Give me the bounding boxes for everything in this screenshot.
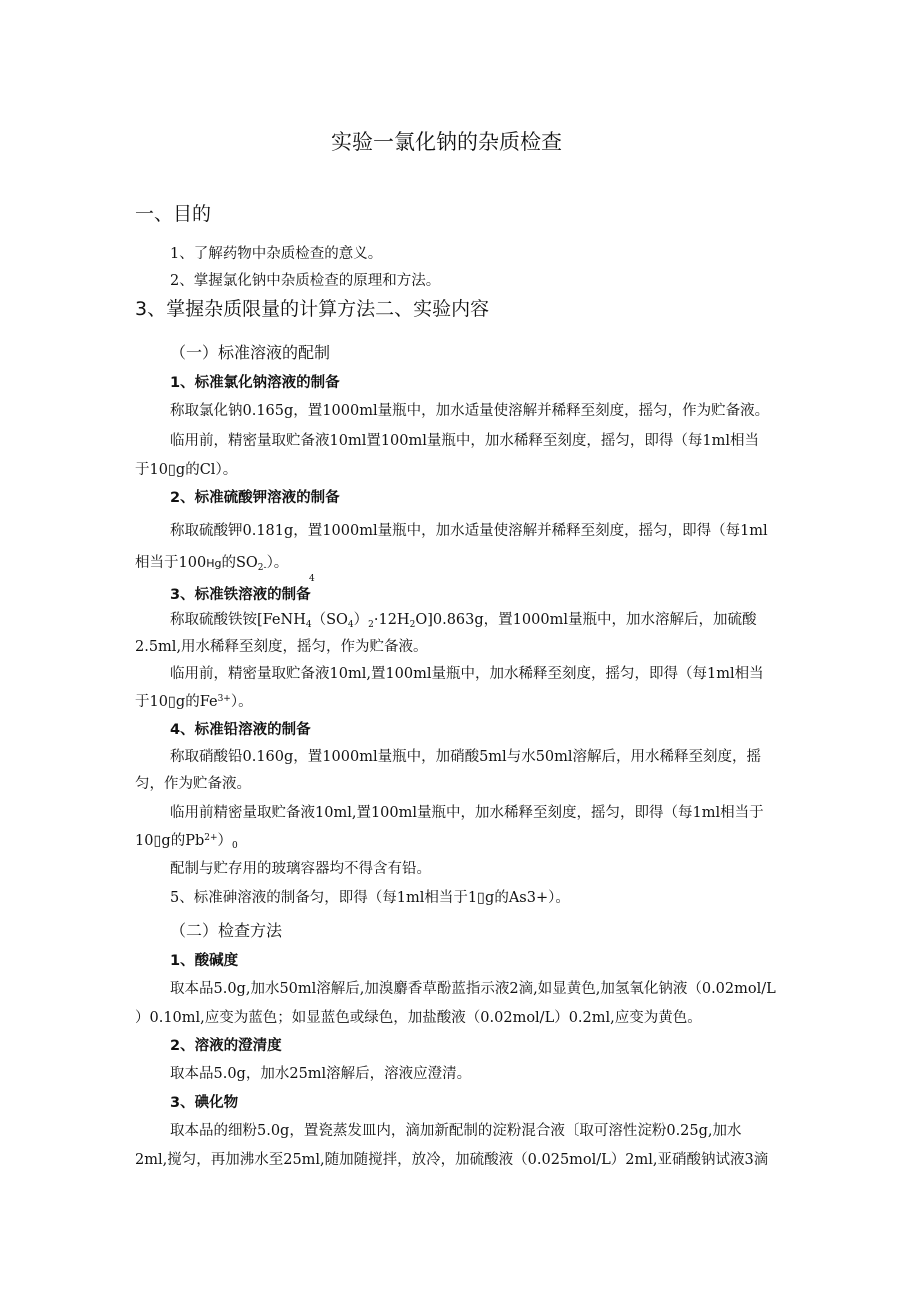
step-heading-k2so4: 2、标准硫酸钾溶液的制备	[170, 490, 340, 506]
step-heading-iron: 3、标准铁溶液的制备	[170, 587, 311, 603]
paragraph-line: ）0.10ml,应变为蓝色；如显蓝色或绿色，加盐酸液（0.02mol/L）0.2ml,应变为黄色。	[135, 1010, 702, 1026]
text-run: （SO	[311, 612, 348, 628]
paragraph-line: 2ml,搅匀，再加沸水至25ml,随加随搅拌，放冷，加硫酸液（0.025mol/L）2ml,亚硝酸钠试液3滴	[135, 1152, 769, 1168]
step-line-arsenic: 5、标准砷溶液的制备匀，即得（每1ml相当于1▯g的As3+）。	[170, 890, 570, 906]
paragraph-line	[135, 692, 253, 712]
paragraph-line: 临用前，精密量取贮备液10ml置100ml量瓶中，加水稀释至刻度，摇匀，即得（每1ml相当	[170, 433, 760, 449]
page-title: 实验一氯化钠的杂质检查	[331, 130, 562, 154]
subscript: 2	[409, 620, 416, 630]
text-run: 于10▯g的Fe	[135, 694, 218, 710]
subscript: 0	[232, 841, 238, 851]
paragraph-line: 称取氯化钠0.165g，置1000ml量瓶中，加水适量使溶解并稀释至刻度，摇匀，作为贮备液。	[170, 403, 770, 419]
purpose-item-2: 2、掌握氯化钠中杂质检查的原理和方法。	[170, 273, 441, 289]
paragraph-line: 称取硫酸钾0.181g，置1000ml量瓶中，加水适量使溶解并稀释至刻度，摇匀，即得（每1ml	[170, 523, 768, 539]
text-run: ）	[217, 833, 233, 849]
step-heading-acidity: 1、酸碱度	[170, 953, 239, 969]
paragraph-line: 于10▯g的Cl）。	[135, 462, 238, 478]
paragraph-line: 匀，作为贮备液。	[135, 776, 251, 792]
text-run: ）	[353, 612, 369, 628]
text-run: ）。	[230, 694, 253, 710]
text-run: 10▯g的Pb	[135, 833, 205, 849]
section-heading-purpose: 一、目的	[135, 203, 212, 225]
paragraph-line: 临用前精密量取贮备液10ml,置100ml量瓶中，加水稀释至刻度，摇匀，即得（每1ml相当于	[170, 805, 764, 821]
paragraph-line	[135, 553, 288, 574]
text-run: 称取硫酸铁铵[FeNH	[170, 612, 306, 628]
step-heading-iodide: 3、碘化物	[170, 1095, 239, 1111]
paragraph-line	[135, 831, 238, 851]
step-heading-lead: 4、标准铅溶液的制备	[170, 722, 311, 738]
subscript: 4	[347, 620, 354, 630]
subsection-heading-test-methods: （二）检查方法	[170, 921, 283, 940]
purpose-item-1: 1、了解药物中杂质检查的意义。	[170, 246, 383, 262]
text-run: O]0.863g，置1000ml量瓶中，加水溶解后，加硫酸	[415, 612, 757, 628]
paragraph-line: 配制与贮存用的玻璃容器均不得含有铅。	[170, 861, 431, 877]
stray-superscript: 4	[309, 574, 315, 584]
step-heading-nacl: 1、标准氯化钠溶液的制备	[170, 375, 340, 391]
text-run: Hg	[206, 557, 222, 570]
subscript: 2-	[257, 563, 267, 573]
subscript: 4	[305, 620, 312, 630]
superscript: 3+	[217, 694, 231, 704]
paragraph-line: 取本品5.0g，加水25ml溶解后，溶液应澄清。	[170, 1066, 472, 1082]
step-heading-clarity: 2、溶液的澄清度	[170, 1038, 282, 1054]
text-run: 相当于100	[135, 555, 207, 571]
paragraph-line: 临用前，精密量取贮备液10ml,置100ml量瓶中，加水稀释至刻度，摇匀，即得（每1ml相当	[170, 666, 764, 682]
paragraph-line: 2.5ml,用水稀释至刻度，摇匀，作为贮备液。	[135, 639, 428, 655]
section-heading-content: 3、掌握杂质限量的计算方法二、实验内容	[135, 298, 490, 320]
paragraph-line: 取本品的细粉5.0g，置瓷蒸发皿内，滴加新配制的淀粉混合液〔取可溶性淀粉0.25g,加水	[170, 1123, 742, 1139]
text-run: ）。	[266, 555, 289, 571]
subscript: 2	[368, 620, 374, 630]
superscript: 2+	[204, 833, 218, 843]
text-run: ·12H	[373, 612, 410, 628]
text-run: 的SO	[221, 555, 258, 571]
paragraph-line: 称取硝酸铅0.160g，置1000ml量瓶中，加硝酸5ml与水50ml溶解后，用水稀释至刻度，摇	[170, 749, 762, 765]
paragraph-line: 取本品5.0g,加水50ml溶解后,加溴麝香草酚蓝指示液2滴,如显黄色,加氢氧化钠液（0.02mol/L	[170, 981, 776, 997]
paragraph-line	[170, 610, 756, 630]
subsection-heading-standard-solutions: （一）标准溶液的配制	[170, 343, 331, 362]
